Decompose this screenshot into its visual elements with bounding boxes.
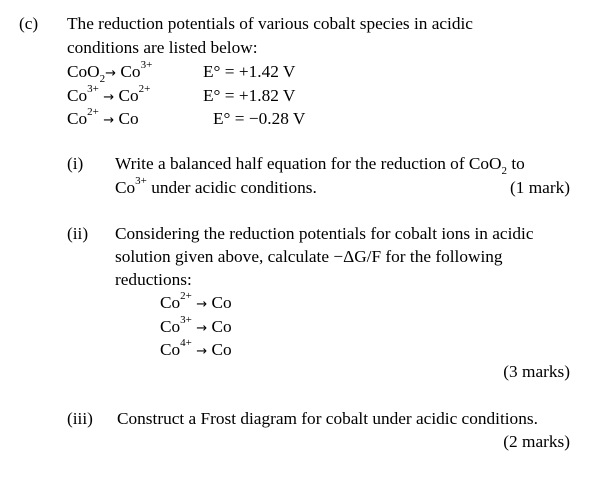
q2-line-1: Considering the reduction potentials for cobalt ions in acidic <box>115 224 534 243</box>
potential-row-3-species: $Co^{2+} \to Co$ <box>67 106 139 128</box>
potential-row-2-value: E° = +1.82 V <box>203 86 296 105</box>
q2-marks: (3 marks) <box>503 362 570 381</box>
q2-reduction-1: $Co^{2+} \to Co$ <box>160 290 232 312</box>
q1-marks: (1 mark) <box>510 178 570 197</box>
q3-label: (iii) <box>67 409 93 428</box>
potential-row-3-value: E° = −0.28 V <box>213 109 306 128</box>
q2-line-3: reductions: <box>115 270 192 289</box>
q2-label: (ii) <box>67 224 89 243</box>
intro-line-1: The reduction potentials of various cobalt species in acidic <box>67 14 473 33</box>
q3-marks: (2 marks) <box>503 432 570 451</box>
q3-text: Construct a Frost diagram for cobalt under acidic conditions. <box>117 409 538 428</box>
potential-row-2-species: $Co^{3+} \to Co^{2+}$ <box>67 83 151 105</box>
potential-row-1-value: E° = +1.42 V <box>203 62 296 81</box>
q1-line-2: $Co^{3+}$ under acidic conditions. <box>115 175 317 197</box>
part-label: (c) <box>19 14 39 33</box>
intro-line-2: conditions are listed below: <box>67 38 258 57</box>
q2-reduction-3: $Co^{4+} \to Co$ <box>160 337 232 359</box>
q2-reduction-2: $Co^{3+} \to Co$ <box>160 314 232 336</box>
potential-row-1-species: $CoO_2\to Co^{3+}$ <box>67 59 153 86</box>
q1-label: (i) <box>67 154 84 173</box>
q2-line-2: solution given above, calculate −ΔG/F for the following <box>115 247 503 266</box>
q1-line-1: Write a balanced half equation for the reduction of CoO$_2$ to <box>115 154 525 178</box>
